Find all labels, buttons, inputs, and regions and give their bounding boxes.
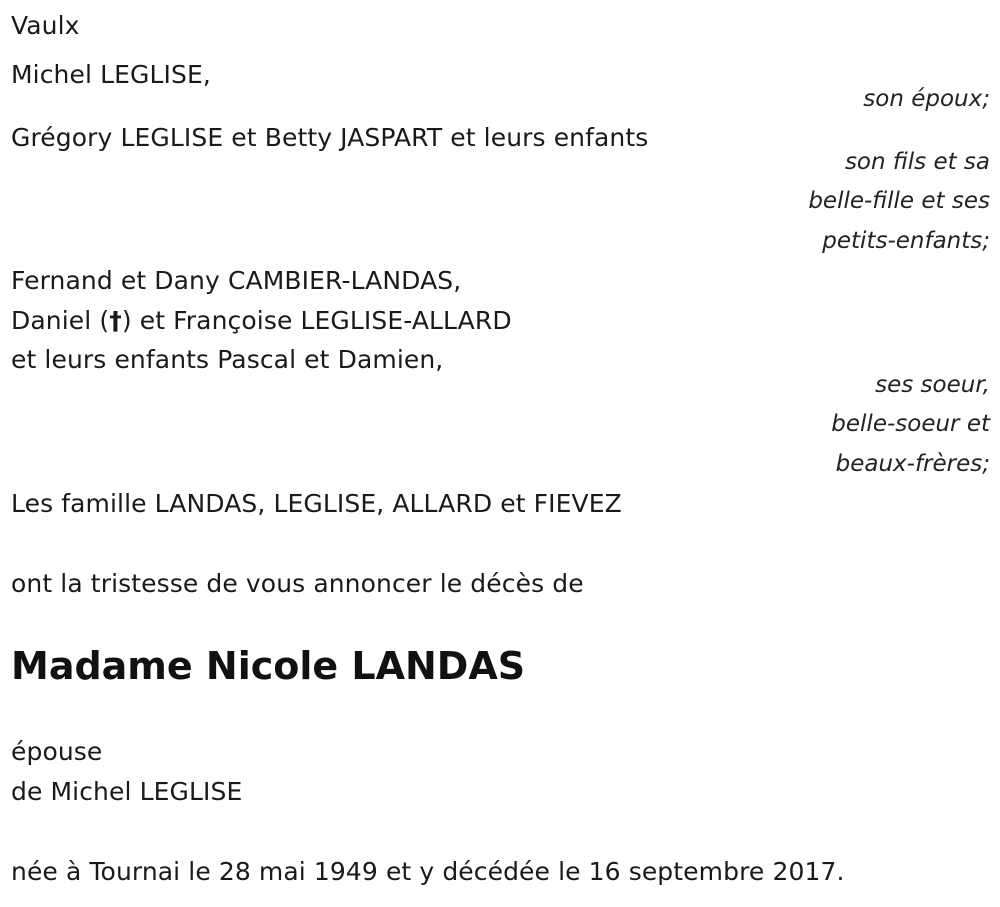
name-text: Daniel ( — [11, 306, 110, 335]
relation-text: son fils et sa — [844, 149, 990, 175]
relation-text: son époux; — [863, 86, 990, 112]
relation-text: belle-fille et ses — [808, 188, 990, 214]
family-name-line: Michel LEGLISE, — [11, 60, 211, 89]
spouse-label: épouse — [11, 737, 103, 766]
relation-text: beaux-frères; — [835, 451, 990, 477]
announcement-text: ont la tristesse de vous annoncer le décès de — [11, 569, 584, 598]
cross-icon: † — [109, 306, 122, 335]
spouse-name: de Michel LEGLISE — [11, 777, 243, 806]
family-name-line: et leurs enfants Pascal et Damien, — [11, 345, 444, 374]
birth-death-line: née à Tournai le 28 mai 1949 et y décédée le 16 septembre 2017. — [11, 857, 845, 886]
family-name-line: Fernand et Dany CAMBIER-LANDAS, — [11, 266, 462, 295]
relation-text: belle-soeur et — [831, 411, 990, 437]
family-name-line — [11, 306, 512, 336]
relation-text: ses soeur, — [875, 372, 990, 398]
deceased-name: Madame Nicole LANDAS — [11, 644, 526, 688]
location: Vaulx — [11, 11, 80, 40]
name-text: ) et Françoise LEGLISE-ALLARD — [121, 306, 512, 335]
relation-text: petits-enfants; — [822, 228, 990, 254]
family-name-line: Grégory LEGLISE et Betty JASPART et leurs enfants — [11, 123, 649, 152]
family-name-line: Les famille LANDAS, LEGLISE, ALLARD et FIEVEZ — [11, 489, 622, 518]
